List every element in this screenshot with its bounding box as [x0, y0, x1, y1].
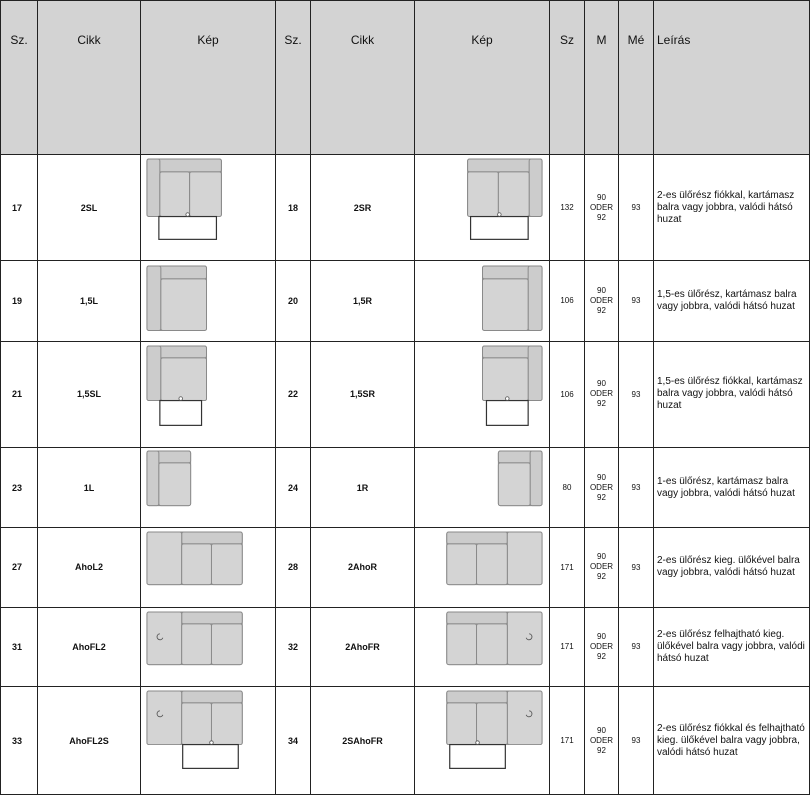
height-value: [585, 607, 619, 686]
sofa-drawing: [415, 687, 550, 795]
item-number: 23: [1, 447, 38, 527]
sofa-drawing: [141, 447, 276, 527]
item-code: 1,5SL: [38, 341, 141, 447]
header-width: Sz: [550, 1, 585, 155]
height-line: ODER: [589, 295, 614, 305]
item-number: 32: [276, 607, 311, 686]
header-kep: Kép: [141, 1, 276, 155]
item-code: AhoFL2: [38, 607, 141, 686]
height-line: 90: [597, 725, 606, 735]
height-value: [585, 528, 619, 607]
item-number: 20: [276, 261, 311, 341]
height-value: [585, 447, 619, 527]
sofa-drawing: [141, 261, 276, 341]
header-sz: Sz.: [276, 1, 311, 155]
item-number: 33: [1, 687, 38, 795]
sofa-drawing: [141, 687, 276, 795]
description: 2-es ülőrész fiókkal és felhajtható kieg. ülőkével balra vagy jobbra, valódi hátsó huzat: [654, 687, 810, 795]
table-row: [1, 261, 810, 341]
sofa-drawing: [415, 341, 550, 447]
height-line: ODER: [589, 562, 614, 572]
height-line: 90: [597, 552, 606, 562]
height-value: [585, 341, 619, 447]
height-line: 92: [597, 305, 606, 315]
height-value: [585, 261, 619, 341]
description: 1,5-es ülőrész, kartámasz balra vagy jobbra, valódi hátsó huzat: [654, 261, 810, 341]
table-row: [1, 447, 810, 527]
height-line: 92: [597, 212, 606, 222]
depth-value: 93: [619, 528, 654, 607]
sofa-drawing: [141, 607, 276, 686]
item-code: 2AhoFR: [311, 607, 415, 686]
height-line: ODER: [589, 482, 614, 492]
description: 2-es ülőrész fiókkal, kartámasz balra vagy jobbra, valódi hátsó huzat: [654, 155, 810, 261]
height-value: [585, 687, 619, 795]
header-sz: Sz.: [1, 1, 38, 155]
description: 1,5-es ülőrész fiókkal, kartámasz balra vagy jobbra, valódi hátsó huzat: [654, 341, 810, 447]
width-value: 106: [550, 341, 585, 447]
height-line: 90: [597, 631, 606, 641]
table-row: [1, 341, 810, 447]
width-value: 171: [550, 607, 585, 686]
width-value: 106: [550, 261, 585, 341]
item-number: 21: [1, 341, 38, 447]
item-code: 1R: [311, 447, 415, 527]
sofa-drawing: [415, 528, 550, 607]
item-number: 17: [1, 155, 38, 261]
item-number: 31: [1, 607, 38, 686]
sofa-drawing: [141, 528, 276, 607]
item-code: 1L: [38, 447, 141, 527]
header-cikk: Cikk: [311, 1, 415, 155]
depth-value: 93: [619, 687, 654, 795]
item-code: 2SAhoFR: [311, 687, 415, 795]
item-number: 18: [276, 155, 311, 261]
description: 1-es ülőrész, kartámasz balra vagy jobbra, valódi hátsó huzat: [654, 447, 810, 527]
description: 2-es ülőrész kieg. ülőkével balra vagy jobbra, valódi hátsó huzat: [654, 528, 810, 607]
sofa-drawing: [415, 155, 550, 261]
height-line: ODER: [589, 389, 614, 399]
height-line: ODER: [589, 202, 614, 212]
item-number: 34: [276, 687, 311, 795]
height-line: 90: [597, 285, 606, 295]
item-code: AhoFL2S: [38, 687, 141, 795]
depth-value: 93: [619, 155, 654, 261]
depth-value: 93: [619, 447, 654, 527]
sofa-drawing: [141, 155, 276, 261]
height-line: 92: [597, 651, 606, 661]
item-number: 27: [1, 528, 38, 607]
sofa-drawing: [415, 261, 550, 341]
height-line: 92: [597, 745, 606, 755]
height-line: ODER: [589, 735, 614, 745]
table-row: [1, 607, 810, 686]
depth-value: 93: [619, 261, 654, 341]
header-description: Leírás: [654, 1, 810, 155]
item-code: 1,5R: [311, 261, 415, 341]
item-code: 1,5SR: [311, 341, 415, 447]
depth-value: 93: [619, 607, 654, 686]
height-line: 92: [597, 572, 606, 582]
item-code: 2SR: [311, 155, 415, 261]
item-number: 28: [276, 528, 311, 607]
description: 2-es ülőrész felhajtható kieg. ülőkével balra vagy jobbra, valódi hátsó huzat: [654, 607, 810, 686]
height-line: 92: [597, 492, 606, 502]
item-code: 2AhoR: [311, 528, 415, 607]
header-depth: Mé: [619, 1, 654, 155]
header-row: [1, 1, 810, 155]
sofa-drawing: [415, 607, 550, 686]
header-height: M: [585, 1, 619, 155]
width-value: 80: [550, 447, 585, 527]
item-code: 1,5L: [38, 261, 141, 341]
item-code: 2SL: [38, 155, 141, 261]
item-number: 24: [276, 447, 311, 527]
height-line: ODER: [589, 641, 614, 651]
height-line: 90: [597, 379, 606, 389]
width-value: 132: [550, 155, 585, 261]
height-line: 92: [597, 399, 606, 409]
table-row: [1, 528, 810, 607]
table-row: [1, 155, 810, 261]
item-number: 22: [276, 341, 311, 447]
width-value: 171: [550, 687, 585, 795]
item-number: 19: [1, 261, 38, 341]
depth-value: 93: [619, 341, 654, 447]
sofa-drawing: [415, 447, 550, 527]
sofa-drawing: [141, 341, 276, 447]
header-cikk: Cikk: [38, 1, 141, 155]
height-value: [585, 155, 619, 261]
table-row: [1, 687, 810, 795]
height-line: 90: [597, 192, 606, 202]
width-value: 171: [550, 528, 585, 607]
height-line: 90: [597, 472, 606, 482]
header-kep: Kép: [415, 1, 550, 155]
item-code: AhoL2: [38, 528, 141, 607]
